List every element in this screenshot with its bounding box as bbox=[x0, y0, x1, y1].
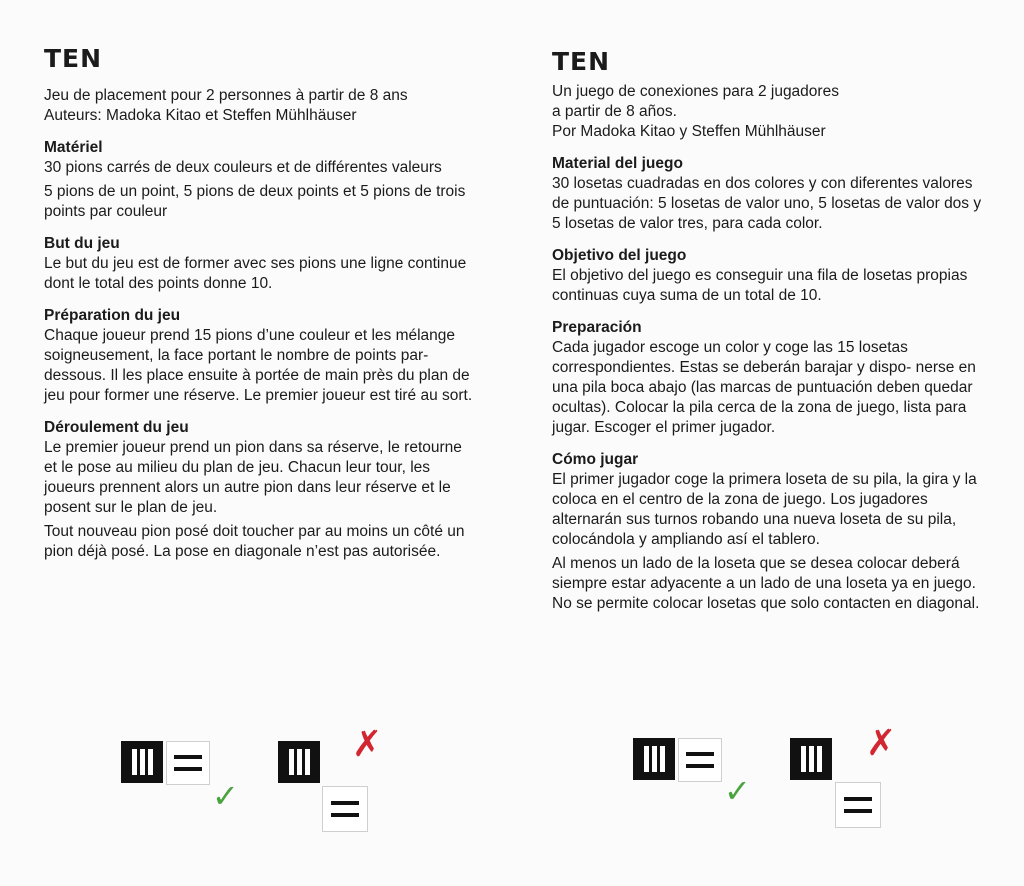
equals-tile bbox=[835, 782, 881, 828]
es-material-heading: Material del juego bbox=[552, 155, 683, 172]
es-material-p: 30 losetas cuadradas en dos colores y con diferentes valores de puntuación: 5 losetas de valor uno, 5 losetas de valor dos y 5 losetas de valor tres, para cada color. bbox=[552, 175, 982, 232]
equals-tile bbox=[678, 738, 722, 782]
equals-tile-icon bbox=[174, 755, 202, 771]
fr-materiel-p2: 5 pions de un point, 5 pions de deux points et 5 pions de trois points par couleur bbox=[44, 183, 466, 220]
es-intro-line2: a partir de 8 años. bbox=[552, 103, 677, 120]
es-objetivo-heading: Objetivo del juego bbox=[552, 247, 687, 264]
fr-deroul-p2: Tout nouveau pion posé doit toucher par au moins un côté un pion déjà posé. La pose en diagonale n’est pas autorisée. bbox=[44, 523, 465, 560]
fr-but-p: Le but du jeu est de former avec ses pions une ligne continue dont le total des points donne 10. bbox=[44, 255, 467, 292]
three-bars-tile-icon bbox=[633, 738, 675, 780]
equals-tile bbox=[322, 786, 368, 832]
es-como-p1: El primer jugador coge la primera loseta de su pila, la gira y la coloca en el centro de la zona de juego. Los jugadores alternarán sus turnos robando una nueva loseta de su pila, colocándola y ampliando así el tablero. bbox=[552, 471, 977, 548]
fr-body bbox=[44, 86, 474, 562]
three-bars-tile-icon bbox=[790, 738, 832, 780]
fr-intro-line2: Auteurs: Madoka Kitao et Steffen Mühlhäuser bbox=[44, 107, 357, 124]
fr-materiel-p1: 30 pions carrés de deux couleurs et de différentes valeurs bbox=[44, 159, 442, 176]
es-intro-line1: Un juego de conexiones para 2 jugadores bbox=[552, 83, 839, 100]
three-bars-tile-icon bbox=[278, 741, 320, 783]
check-icon: ✓ bbox=[724, 772, 751, 810]
es-title: TEN bbox=[552, 47, 611, 76]
es-intro-line3: Por Madoka Kitao y Steffen Mühlhäuser bbox=[552, 123, 826, 140]
fr-materiel-heading: Matériel bbox=[44, 139, 103, 156]
es-body bbox=[552, 82, 982, 614]
equals-tile-icon bbox=[686, 752, 714, 768]
fr-deroul-heading: Déroulement du jeu bbox=[44, 419, 189, 436]
fr-prep-p: Chaque joueur prend 15 pions d’une couleur et les mélange soigneusement, la face portant le nombre de points par-dessous. Il les place ensuite à portée de main près du plan de jeu pour former une réserve. Le premier joueur est tiré au sort. bbox=[44, 327, 473, 404]
equals-tile bbox=[166, 741, 210, 785]
three-bars-tile-icon bbox=[121, 741, 163, 783]
es-prep-p: Cada jugador escoge un color y coge las 15 losetas correspondientes. Estas se deberán barajar y dispo- nerse en una pila boca abajo (las marcas de puntuación deben quedar ocultas). Colocar la pila cerca de la zona de juego, lista para jugar. Escoger el primer jugador. bbox=[552, 339, 976, 436]
fr-but-heading: But du jeu bbox=[44, 235, 120, 252]
fr-deroul-p1: Le premier joueur prend un pion dans sa réserve, le retourne et le pose au milieu du plan de jeu. Chacun leur tour, les joueurs prennent alors un autre pion dans leur réserve et le posent sur le plan de jeu. bbox=[44, 439, 462, 516]
fr-prep-heading: Préparation du jeu bbox=[44, 307, 181, 324]
es-como-heading: Cómo jugar bbox=[552, 451, 639, 468]
check-icon: ✓ bbox=[212, 777, 239, 815]
es-prep-heading: Preparación bbox=[552, 319, 642, 336]
equals-tile-icon bbox=[331, 801, 359, 817]
fr-intro-line1: Jeu de placement pour 2 personnes à partir de 8 ans bbox=[44, 87, 408, 104]
es-como-p2: Al menos un lado de la loseta que se desea colocar deberá siempre estar adyacente a un lado de una loseta ya en juego. No se permite colocar losetas que solo contacten en diagonal. bbox=[552, 555, 980, 612]
cross-icon: ✗ bbox=[352, 724, 383, 765]
cross-icon: ✗ bbox=[866, 723, 897, 764]
es-objetivo-p: El objetivo del juego es conseguir una fila de losetas propias continuas cuya suma de un total de 10. bbox=[552, 267, 968, 304]
fr-title: TEN bbox=[44, 44, 103, 73]
equals-tile-icon bbox=[844, 797, 872, 813]
